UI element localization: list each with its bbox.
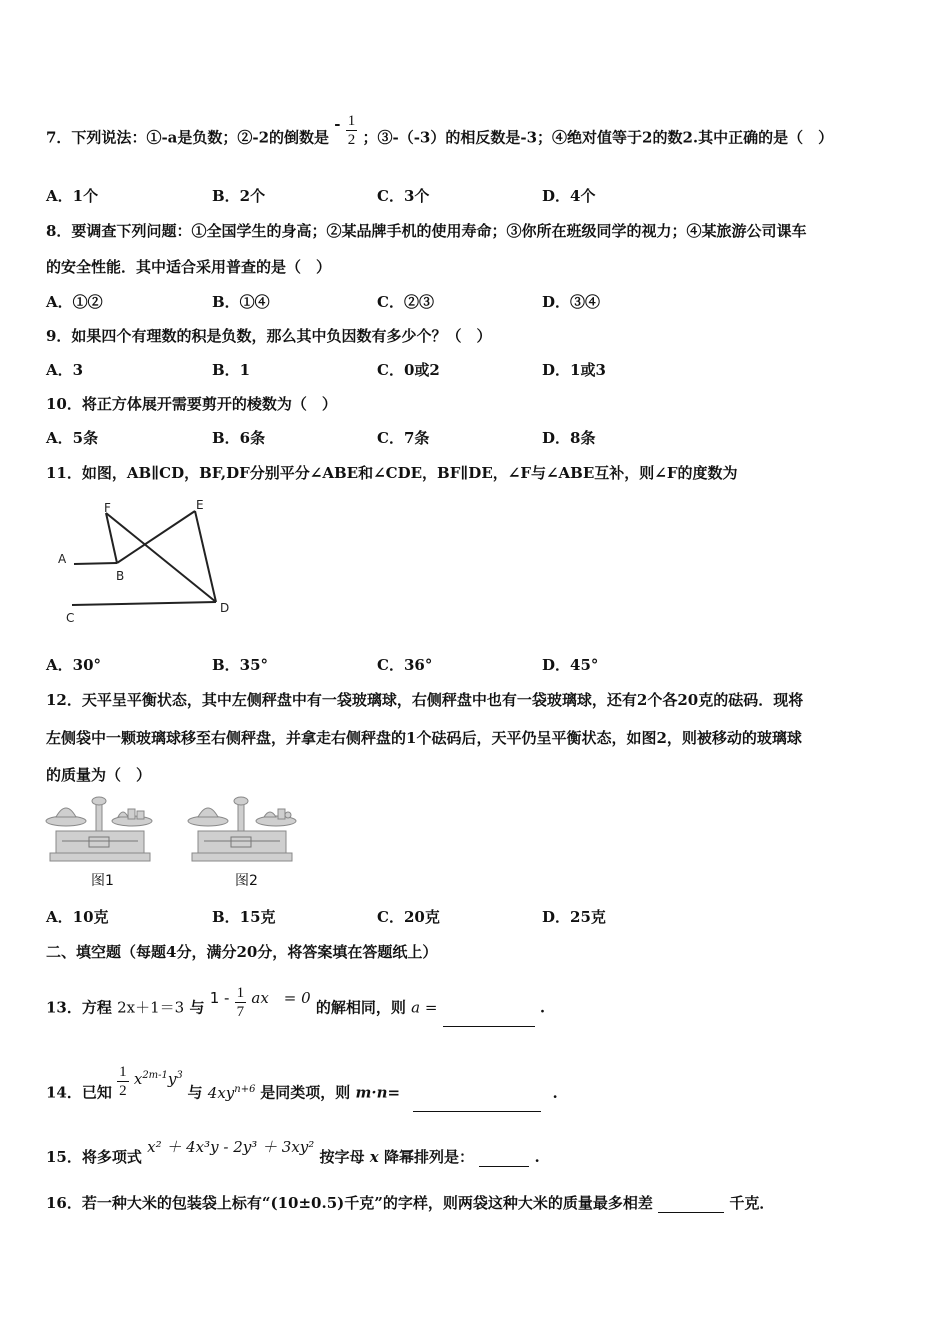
q12-line3: 的质量为（ ）	[46, 766, 152, 784]
section-2-heading: 二、填空题（每题4分，满分20分，将答案填在答题纸上）	[46, 943, 438, 961]
q12-line1: 12．天平呈平衡状态，其中左侧秤盘中有一袋玻璃球，右侧秤盘中也有一袋玻璃球，还有2个各20克的砝码．现将	[46, 691, 804, 709]
q14-answer-blank[interactable]	[413, 1095, 541, 1112]
q12-option-d[interactable]: D．25克	[542, 908, 606, 926]
q13-frac-den: 7	[236, 1004, 245, 1020]
q9-option-a[interactable]: A．3	[46, 361, 84, 379]
q16-text: 16．若一种大米的包装袋上标有“(10±0.5)千克”的字样，则两袋这种大米的质量最多相差	[46, 1194, 653, 1212]
q7-stem	[46, 113, 834, 157]
q13-end: .	[539, 998, 546, 1017]
segment-be	[117, 511, 195, 563]
q9-option-d[interactable]: D．1或3	[542, 361, 606, 379]
q11-option-d[interactable]: D．45°	[542, 656, 599, 674]
q10-option-b[interactable]: B．6条	[212, 429, 266, 447]
q8-option-d[interactable]: D．③④	[542, 293, 601, 311]
q14-stem	[46, 1064, 558, 1112]
figure-1-caption: 图1	[91, 873, 114, 889]
q11-option-a[interactable]: A．30°	[46, 656, 102, 674]
segment-cd	[72, 602, 216, 605]
q15-polynomial: x² ＋ 4x³y - 2y³ ＋ 3xy²	[147, 1138, 315, 1156]
q7-option-c[interactable]: C．3个	[377, 187, 430, 205]
q7-suffix: ；③-（-3）的相反数是-3；④绝对值等于2的数2.其中正确的是（ ）	[362, 128, 834, 147]
q13-var: a =	[411, 998, 438, 1017]
q8-option-a[interactable]: A．①②	[46, 293, 103, 311]
q14-y: y	[167, 1069, 177, 1088]
q14-frac-den: 2	[119, 1083, 127, 1099]
q14-frac-num: 1	[119, 1064, 127, 1080]
q13-fraction	[235, 984, 247, 1021]
q7-minus: -	[334, 114, 341, 133]
q11-option-b[interactable]: B．35°	[212, 656, 269, 674]
q13-rest: ax = 0	[251, 988, 311, 1007]
q15-var: x	[369, 1148, 379, 1166]
q14-mid: 与	[187, 1083, 203, 1102]
q9-stem: 9．如果四个有理数的积是负数，那么其中负因数有多少个？（ ）	[46, 327, 492, 345]
q10-option-c[interactable]: C．7条	[377, 429, 430, 447]
q14-mn: m·n=	[355, 1083, 401, 1102]
q16-answer-blank[interactable]	[658, 1196, 724, 1213]
q14-x-exp: 2m-1	[142, 1069, 168, 1081]
q9-option-b[interactable]: B．1	[212, 361, 251, 379]
q13-equation-1: 2x＋1＝3	[117, 998, 185, 1017]
q11-geometry-figure	[50, 495, 250, 630]
label-a: A	[58, 552, 67, 566]
q7-option-b[interactable]: B．2个	[212, 187, 266, 205]
figure-2-caption: 图2	[235, 873, 258, 889]
label-e: E	[196, 498, 204, 512]
q15-suffix: 按字母	[319, 1148, 365, 1166]
q7-frac-num: 1	[347, 113, 356, 129]
q13-suffix: 的解相同，则	[315, 998, 406, 1017]
q7-option-a[interactable]: A．1个	[46, 187, 99, 205]
q16-end: 千克．	[729, 1194, 775, 1212]
q13-prefix: 13．方程	[46, 998, 112, 1017]
q7-prefix: 7．下列说法：①-a是负数；②-2的倒数是	[46, 128, 330, 147]
q14-term2-exp: n+6	[234, 1083, 256, 1095]
q8-option-b[interactable]: B．①④	[212, 293, 270, 311]
q14-y-exp: 3	[176, 1069, 183, 1081]
q11-stem: 11．如图，AB∥CD，BF,DF分别平分∠ABE和∠CDE，BF∥DE，∠F与∠ABE互补，则∠F的度数为	[46, 464, 738, 482]
balance-scale-figure-1	[44, 795, 156, 865]
label-d: D	[220, 601, 230, 615]
label-b: B	[116, 569, 125, 583]
q10-stem: 10．将正方体展开需要剪开的棱数为（ ）	[46, 395, 337, 413]
q15-prefix: 15．将多项式	[46, 1148, 142, 1166]
q16-stem	[46, 1193, 774, 1213]
q14-term2	[208, 1084, 260, 1102]
q8-line2: 的安全性能．其中适合采用普查的是（ ）	[46, 258, 332, 276]
q15-answer-blank[interactable]	[479, 1150, 529, 1167]
q12-option-a[interactable]: A．10克	[46, 908, 109, 926]
q8-line1: 8．要调查下列问题：①全国学生的身高；②某品牌手机的使用寿命；③你所在班级同学的视力；④某旅游公司课车	[46, 222, 807, 240]
q12-line2: 左侧袋中一颗玻璃球移至右侧秤盘，并拿走右侧秤盘的1个砝码后，天平仍呈平衡状态，如图2，则被移动的玻璃球	[46, 729, 802, 747]
q10-option-a[interactable]: A．5条	[46, 429, 99, 447]
q12-option-c[interactable]: C．20克	[377, 908, 440, 926]
q13-one-minus: 1 -	[209, 988, 230, 1007]
q15-stem	[46, 1138, 540, 1167]
q12-option-b[interactable]: B．15克	[212, 908, 276, 926]
q9-option-c[interactable]: C．0或2	[377, 361, 440, 379]
q13-frac-num: 1	[236, 985, 245, 1001]
label-c: C	[66, 611, 75, 625]
q11-option-c[interactable]: C．36°	[377, 656, 433, 674]
q14-x: x	[133, 1069, 143, 1088]
q7-option-d[interactable]: D．4个	[542, 187, 596, 205]
q14-end: .	[552, 1083, 558, 1102]
q13-answer-blank[interactable]	[443, 1010, 535, 1027]
label-f: F	[104, 501, 111, 515]
q13-mid: 与	[189, 998, 205, 1017]
q13-stem	[46, 985, 546, 1027]
q14-term1	[134, 1070, 188, 1088]
q10-option-d[interactable]: D．8条	[542, 429, 596, 447]
q7-frac-den: 2	[347, 132, 356, 148]
q7-fraction	[346, 112, 358, 149]
balance-scale-figure-2	[186, 795, 302, 865]
q15-suffix2: 降幂排列是：	[383, 1148, 474, 1166]
q14-term2-base: 4xy	[207, 1083, 235, 1102]
q15-end: .	[534, 1148, 540, 1166]
q14-fraction	[117, 1063, 129, 1100]
q8-option-c[interactable]: C．②③	[377, 293, 434, 311]
segment-ab	[74, 563, 117, 564]
q14-suffix: 是同类项，则	[260, 1083, 351, 1102]
q14-prefix: 14．已知	[46, 1083, 112, 1102]
